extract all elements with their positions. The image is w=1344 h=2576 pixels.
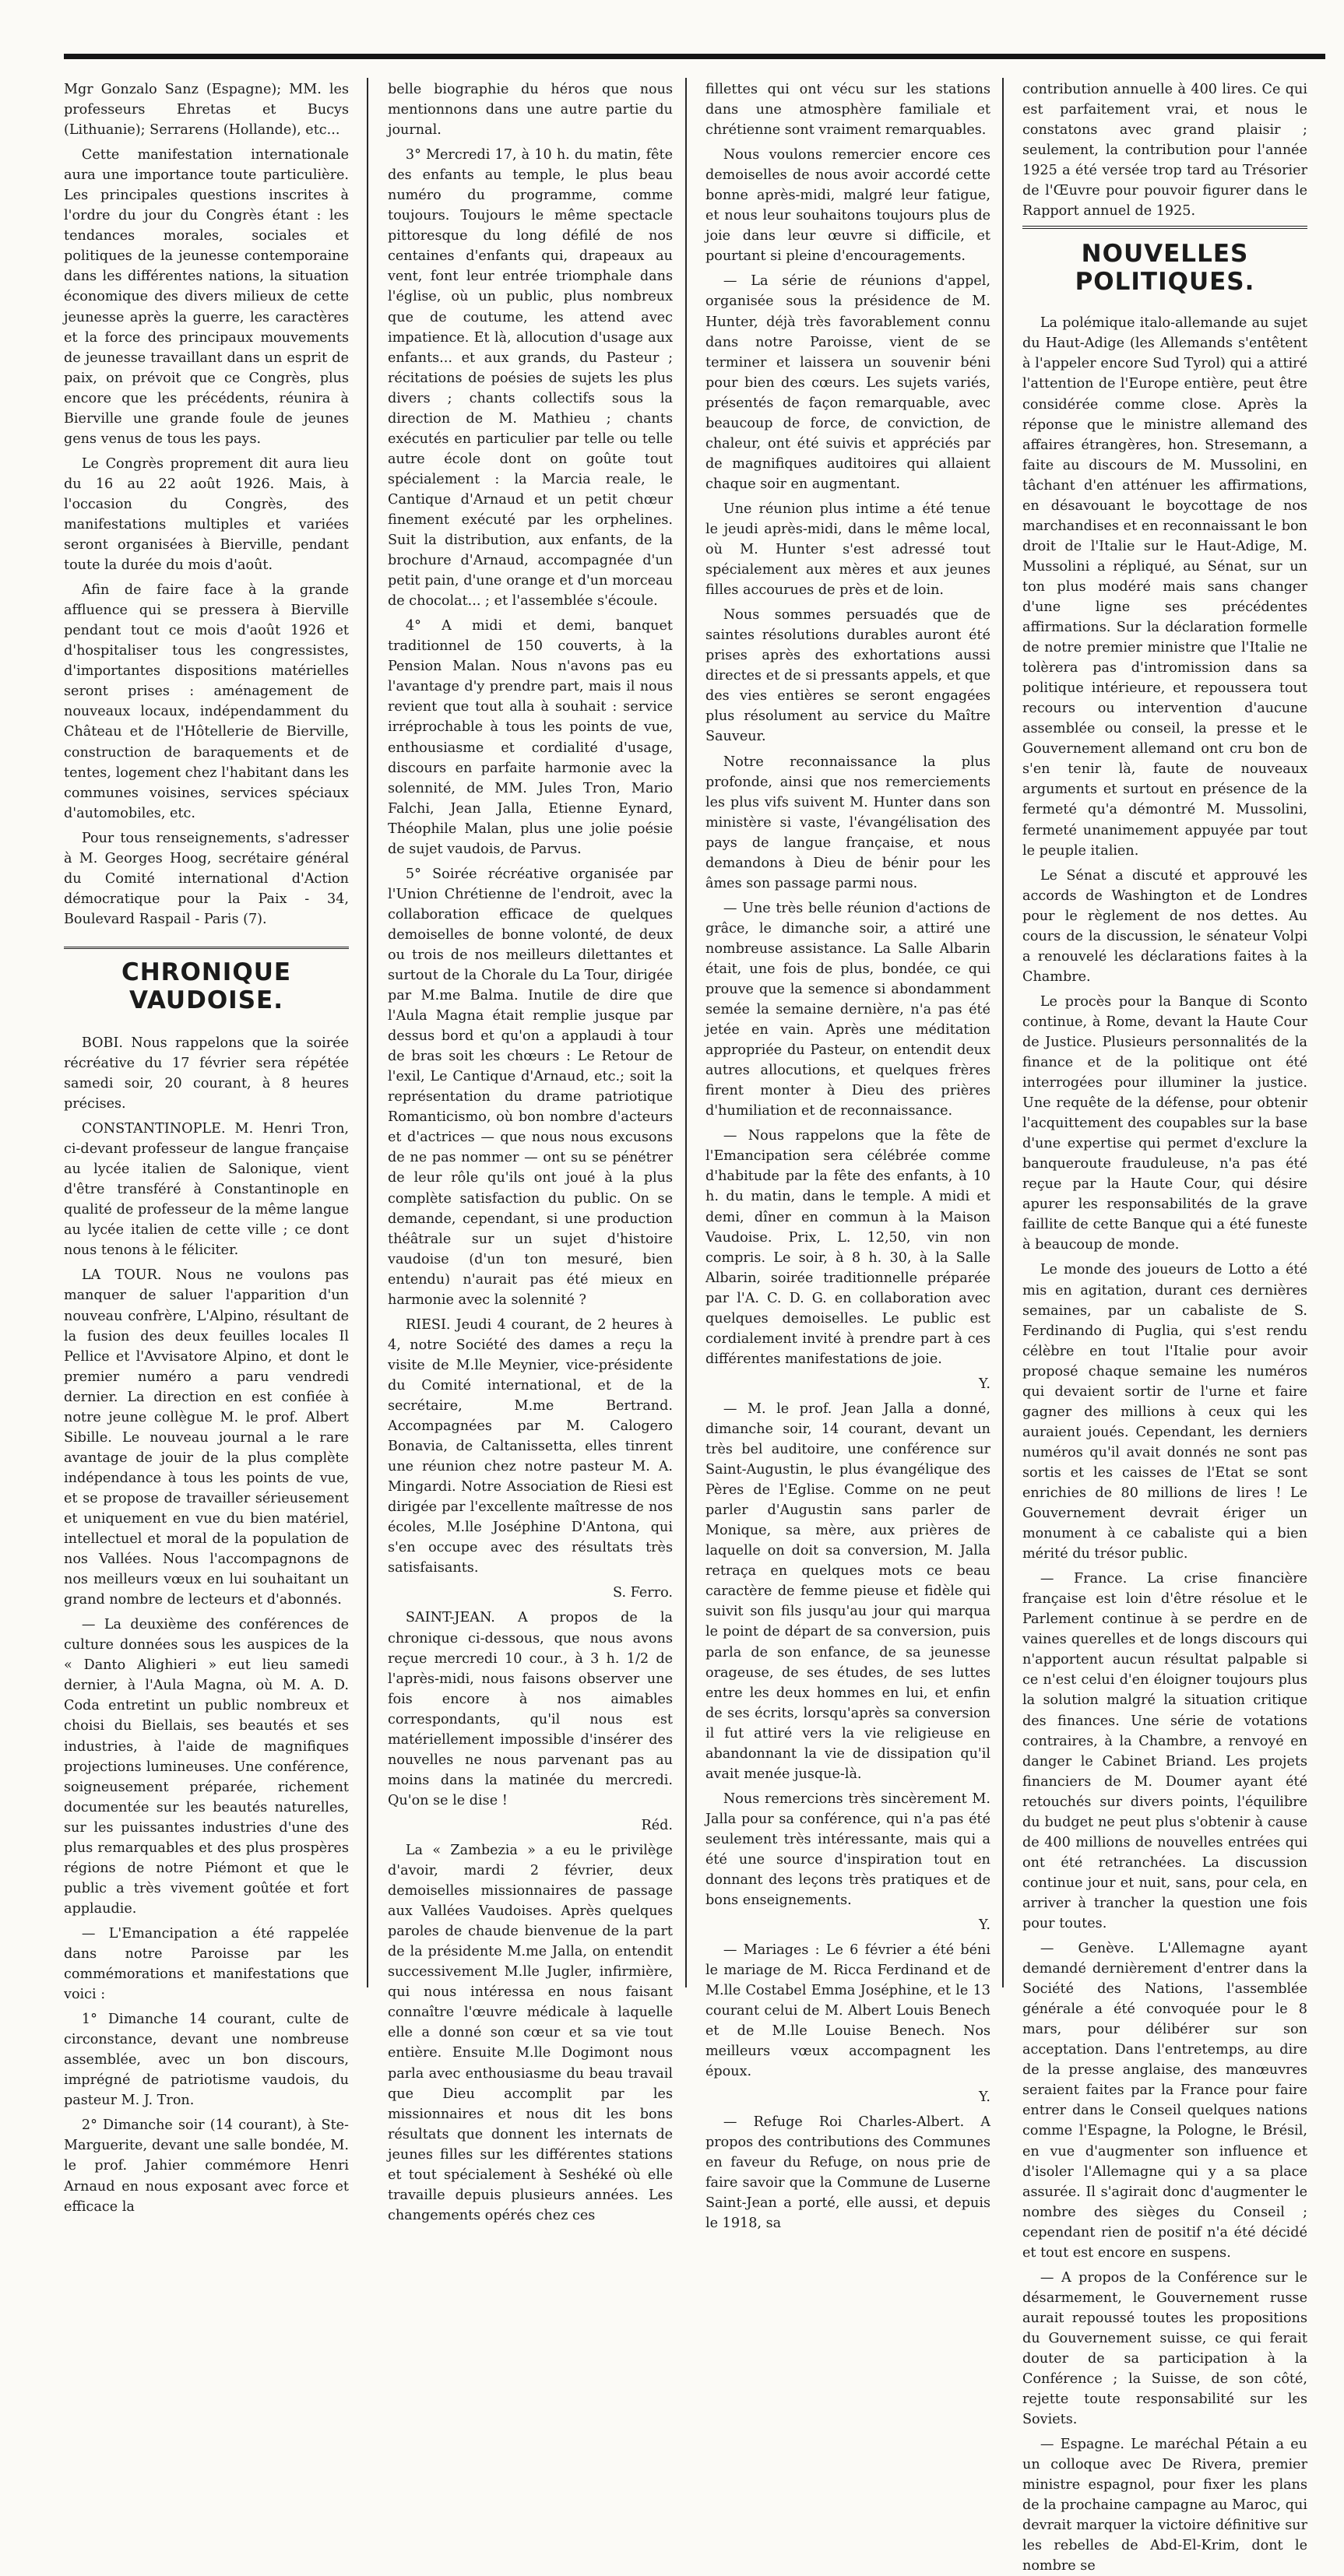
paragraph: — Une très belle réunion d'actions de grâce, le dimanche soir, a attiré une nombreuse assistance. La Salle Albarin était, une fois de plus, bondée, ce qui prouve que la semence si abondamment semée la semaine dernière, n'a pas été jetée en vain. Après une méditation appropriée du Pasteur, on entendit deux autres allocutions, et quelques frères firent monter à Dieu des prières d'humiliation et de reconnaissance. xyxy=(705,900,990,1119)
signature: S. Ferro. xyxy=(613,1585,673,1601)
paragraph: Afin de faire face à la grande affluence qui se pressera à Bierville pendant tout ce mois d'août 1926 et d'hospitaliser tous les congressistes, d'importantes dispositions matérielles seront prises : aménagement de nouveaux locaux, indépendamment du Château et de l'Hôtellerie de Bierville, construction de baraquements et de tentes, logement chez l'habitant dans les communes voisines, services spéciaux d'automobiles, etc. xyxy=(64,582,349,821)
column-2 xyxy=(388,79,673,2223)
paragraph: Nous sommes persuadés que de saintes résolutions durables auront été prises après des exhortations aussi directes et de si pressants appels, et que des vies entières se seront engagées plus résolument au service du Maître Sauveur. xyxy=(705,607,990,745)
paragraph: SAINT-JEAN. A propos de la chronique ci-dessous, que nous avons reçue mercredi 10 cour., à 3 h. 1/2 de l'après-midi, nous faisons observer une fois encore à nos aimables correspondants, qu'il nous est matériellement impossible d'insérer des nouvelles ne nous parvenant pas au moins dans la matinée du mercredi. Qu'on se le dise ! xyxy=(388,1610,673,1808)
paragraph: belle biographie du héros que nous mentionnons dans une autre partie du journal. xyxy=(388,82,673,139)
paragraph: contribution annuelle à 400 lires. Ce qui est parfaitement vrai, et nous le constatons avec grand plaisir ; seulement, la contribution pour l'année 1925 a été versée trop tard au Trésorier de l'Œuvre pour pouvoir figurer dans le Rapport annuel de 1925. xyxy=(1022,82,1307,220)
paragraph: — Mariages : Le 6 février a été béni le mariage de M. Ricca Ferdinand et de M.lle Costabel Emma Joséphine, et le 13 courant celui de M. Albert Louis Benech et de M.lle Louise Benech. Nos meilleurs vœux accompagnent les époux. xyxy=(705,1942,990,2080)
paragraph: La polémique italo-allemande au sujet du Haut-Adige (les Allemands s'entêtent à l'appeler encore Sud Tyrol) qui a attiré l'attention de l'Europe entière, peut être considérée comme close. Après la réponse que le ministre allemand des affaires étrangères, hon. Stresemann, a faite au discours de M. Mussolini, en tâchant d'en atténuer les affirmations, en désavouant le boycottage de nos marchandises et en reconnaissant le bon droit de l'Italie sur le Haut-Adige, M. Mussolini a répliqué, au Sénat, sur un ton plus modéré mais sans changer d'une ligne ses précédentes affirmations. Sur la déclaration formelle de notre premier ministre que l'Italie ne tolèrera pas d'intromission dans sa politique intérieure, et repoussera tout recours ou intervention d'aucune assemblée ou conseil, la presse et le Gouvernement allemand ont cru bon de s'en tenir là, faute de nouveaux arguments et surtout en présence de la fermeté qu'a démontré M. Mussolini, fermeté unanimement appuyée par tout le peuple italien. xyxy=(1022,315,1307,859)
column-1 xyxy=(64,79,349,2215)
column-4 xyxy=(1022,79,1307,2574)
paragraph: — Nous rappelons que la fête de l'Emancipation sera célébrée comme d'habitude par la fête des enfants, à 10 h. du matin, dans le temple. A midi et demi, dîner en commun à la Maison Vaudoise. Prix, L. 12,50, vin non compris. Le soir, à 8 h. 30, à la Salle Albarin, soirée traditionnelle préparée par l'A. C. D. G. en collaboration avec quelques demoiselles. Le public est cordialement invité à prendre part à ces différentes manifestations de joie. xyxy=(705,1128,990,1367)
paragraph: — La série de réunions d'appel, organisée sous la présidence de M. Hunter, déjà très favorablement connu dans notre Paroisse, vient de se terminer et laissera un souvenir béni pour bien des cœurs. Les sujets variés, présentés de façon remarquable, avec beaucoup de force, de conviction, de chaleur, ont été suivis et appréciés par de magnifiques auditoires qui allaient chaque soir en augmentant. xyxy=(705,273,990,492)
signature: Y. xyxy=(979,1917,990,1934)
paragraph: 1° Dimanche 14 courant, culte de circonstance, devant une nombreuse assemblée, avec un bon discours, imprégné de patriotisme vaudois, du pasteur M. J. Tron. xyxy=(64,2012,349,2109)
section-heading-nouvelles-politiques: NOUVELLES POLITIQUES. xyxy=(1022,226,1307,300)
signature: Y. xyxy=(979,2089,990,2105)
paragraph: Mgr Gonzalo Sanz (Espagne); MM. les professeurs Ehretas et Bucys (Lithuanie); Serrarens (Hollande), etc... xyxy=(64,82,349,139)
signature: Réd. xyxy=(641,1817,673,1833)
header-rule xyxy=(64,54,1325,59)
paragraph: — France. La crise financière française est loin d'être résolue et le Parlement continue à se perdre en de vaines querelles et de longs discours qui n'apportent aucun résultat palpable si ce n'est celui d'en éloigner toujours plus la solution malgré la situation critique des finances. Une série de votations contraires, à la Chambre, a renvoyé en danger le Cabinet Briand. Les projets financiers de M. Doumer ayant été retouchés sur divers points, l'équilibre du budget ne peut plus s'obtenir à cause de 400 millions de nouvelles entrées qui ont été retranchées. La discussion continue jour et nuit, sans, pour cela, en arriver à trancher la question une fois pour toutes. xyxy=(1022,1571,1307,1931)
column-separator xyxy=(367,78,368,1987)
column-separator xyxy=(685,78,687,1987)
paragraph: Le monde des joueurs de Lotto a été mis en agitation, durant ces dernières semaines, par un cabaliste de S. Ferdinando di Puglia, qui s'est rendu célèbre en tout l'Italie pour avoir proposé chaque semaine les numéros qui devaient sortir de l'urne et faire gagner des millions à ceux qui les auraient joués. Cependant, les derniers numéros qu'il avait donnés ne sont pas sortis et les caisses de l'Etat se sont enrichies de 80 millions de lires ! Le Gouvernement devrait ériger un monument à ce cabaliste qui a bien mérité du trésor public. xyxy=(1022,1262,1307,1562)
paragraph: 2° Dimanche soir (14 courant), à Ste-Marguerite, devant une salle bondée, M. le prof. Jahier commémore Henri Arnaud en nous exposant avec force et efficace la xyxy=(64,2117,349,2215)
paragraph: Pour tous renseignements, s'adresser à M. Georges Hoog, secrétaire général du Comité international d'Action démocratique pour la Paix - 34, Boulevard Raspail - Paris (7). xyxy=(64,830,349,927)
paragraph: Le Congrès proprement dit aura lieu du 16 au 22 août 1926. Mais, à l'occasion du Congrès, des manifestations multiples et variées seront organisées à Bierville, pendant toute la durée du mois d'août. xyxy=(64,455,349,574)
paragraph: — M. le prof. Jean Jalla a donné, dimanche soir, 14 courant, devant un très bel auditoire, une conférence sur Saint-Augustin, le plus évangélique des Pères de l'Eglise. Comme on ne peut parler d'Augustin sans parler de Monique, sa mère, aux prières de laquelle on doit sa conversion, M. Jalla retraça en quelques mots ce beau caractère de femme pieuse et fidèle qui suivit son fils jusqu'au jour qui marqua le point de départ de sa conversion, puis parla de son enfance, de sa jeunesse orageuse, de ses études, de ses luttes entre les deux hommes en lui, et enfin de ses écrits, lorsqu'après sa conversion il fut attiré vers la vie religieuse en abandonnant la vie de dissipation qu'il avait menée jusque-là. xyxy=(705,1400,990,1782)
paragraph: 5° Soirée récréative organisée par l'Union Chrétienne de l'endroit, avec la collaboration efficace de quelques demoiselles de bonne volonté, de deux ou trois de nos meilleurs dilettantes et surtout de la Chorale du La Tour, dirigée par M.me Balma. Inutile de dire que l'Aula Magna était remplie jusque par dessus bord et qu'on a applaudi à tour de bras soit les chœurs : Le Retour de l'exil, Le Cantique d'Arnaud, etc.; soit la représentation du drame patriotique Romanticismo, où bon nombre d'acteurs et d'actrices — que nous nous excusons de ne pas nommer — ont su se pénétrer de leur rôle qu'ils ont joué à la plus complète satisfaction du public. On se demande, cependant, si une production théâtrale sur un sujet d'histoire vaudoise (d'un ton mesuré, bien entendu) n'aurait pas été mieux en harmonie avec la solennité ? xyxy=(388,866,673,1308)
paragraph: Le Sénat a discuté et approuvé les accords de Washington et de Londres pour le règlement de nos dettes. Au cours de la discussion, le sénateur Volpi a renouvelé les déclarations faites à la Chambre. xyxy=(1022,867,1307,985)
paragraph: Nous remercions très sincèrement M. Jalla pour sa conférence, qui n'a pas été seulement très intéressante, mais qui a été une source d'inspiration tout en donnant des leçons très pratiques et de bons enseignements. xyxy=(705,1791,990,1909)
paragraph: — A propos de la Conférence sur le désarmement, le Gouvernement russe aurait repoussé toutes les propositions du Gouvernement suisse, ce qui ferait douter de sa participation à la Conférence ; la Suisse, de son côté, rejette toute responsabilité sur les Soviets. xyxy=(1022,2269,1307,2428)
paragraph: 4° A midi et demi, banquet traditionnel de 150 couverts, à la Pension Malan. Nous n'avons pas eu l'avantage d'y prendre part, mais il nous revient que tout alla à souhait : service irréprochable à tous les points de vue, enthousiasme et cordialité d'usage, discours en parfaite harmonie avec la solennité, de MM. Jules Tron, Mario Falchi, Jean Jalla, Etienne Eynard, Théophile Malan, plus une jolie poésie de sujet vaudois, de Parvus. xyxy=(388,618,673,857)
paragraph: CONSTANTINOPLE. M. Henri Tron, ci-devant professeur de langue française au lycée italien de Salonique, vient d'être transféré à Constantinople en qualité de professeur de la même langue au lycée italien de cette ville ; ce dont nous tenons à le féliciter. xyxy=(64,1121,349,1259)
paragraph: fillettes qui ont vécu sur les stations dans une atmosphère familiale et chrétienne sont vraiment remarquables. xyxy=(705,82,990,139)
paragraph: — Espagne. Le maréchal Pétain a eu un colloque avec De Rivera, premier ministre espagnol, pour fixer les plans de la prochaine campagne au Maroc, qui devrait marquer la victoire définitive sur les rebelles de Abd-El-Krim, dont le nombre se xyxy=(1022,2437,1307,2574)
paragraph: Le procès pour la Banque di Sconto continue, à Rome, devant la Haute Cour de Justice. Plusieurs personnalités de la finance et de la politique ont été interrogées pour illuminer la justice. Une requête de la défense, pour obtenir l'acquittement des coupables sur la base d'une expertise qui permet d'exclure la banqueroute frauduleuse, n'a pas été reçue par la Haute Cour, qui désire apurer les responsabilités de la grave faillite de cette Banque qui a été funeste à beaucoup de monde. xyxy=(1022,993,1307,1253)
paragraph: Une réunion plus intime a été tenue le jeudi après-midi, dans le même local, où M. Hunter s'est adressé tout spécialement aux mères et aux jeunes filles accourues de près et de loin. xyxy=(705,501,990,599)
section-heading-chronique-vaudoise: CHRONIQUE VAUDOISE. xyxy=(64,947,349,1019)
paragraph: — L'Emancipation a été rappelée dans notre Paroisse par les commémorations et manifestations que voici : xyxy=(64,1925,349,2003)
paragraph: La « Zambezia » a eu le privilège d'avoir, mardi 2 février, deux demoiselles missionnaires de passage aux Vallées Vaudoises. Après quelques paroles de chaude bienvenue de la part de la présidente M.me Jalla, on entendit successivement M.lle Jugler, infirmière, qui nous intéressa en nous faisant connaître l'œuvre médicale à laquelle elle a donné son cœur et sa vie tout entière. Ensuite M.lle Dogimont nous parla avec enthousiasme du beau travail que Dieu accomplit par les missionnaires et nous dit les bons résultats que donnent les internats de jeunes filles sur les différentes stations et tout spécialement à Seshéké où elle travaille depuis plusieurs années. Les changements opérés chez ces xyxy=(388,1842,673,2223)
paragraph: RIESI. Jeudi 4 courant, de 2 heures à 4, notre Société des dames a reçu la visite de M.lle Meynier, vice-présidente du Comité international, et de la secrétaire, M.me Bertrand. Accompagnées par M. Calogero Bonavia, de Caltanissetta, elles tinrent une réunion chez notre pasteur M. A. Mingardi. Notre Association de Riesi est dirigée par l'excellente maîtresse de nos écoles, M.lle Joséphine D'Antona, qui s'en occupe avec des résultats très satisfaisants. xyxy=(388,1316,673,1576)
paragraph: LA TOUR. Nous ne voulons pas manquer de saluer l'apparition d'un nouveau confrère, L'Alpino, résultant de la fusion des deux feuilles locales Il Pellice et l'Avvisatore Alpino, et dont le premier numéro a paru vendredi dernier. La direction en est confiée à notre jeune collègue M. le prof. Albert Sibille. Le nouveau journal a le rare avantage de jouir de la plus complète indépendance à tous les points de vue, et se propose de travailler sérieusement et uniquement en vue du bien matériel, intellectuel et moral de la population de nos Vallées. Nous l'accompagnons de nos meilleurs vœux en lui souhaitant un grand nombre de lecteurs et d'abonnés. xyxy=(64,1267,349,1608)
paragraph: — Genève. L'Allemagne ayant demandé dernièrement d'entrer dans la Société des Nations, l'assemblée générale a été convoquée pour le 8 mars, pour délibérer sur son acceptation. Dans l'entretemps, au dire de la presse anglaise, des manœuvres seraient faites par la France pour faire entrer dans le Conseil quelques nations comme l'Espagne, la Pologne, le Brésil, en vue d'augmenter son influence et d'isoler l'Allemagne qui y a sa place assurée. Il s'agirait donc d'augmenter le nombre des sièges du Conseil ; cependant rien de positif n'a été décidé et tout est encore en suspens. xyxy=(1022,1941,1307,2261)
paragraph: Nous voulons remercier encore ces demoiselles de nous avoir accordé cette bonne après-midi, malgré leur fatigue, et nous leur souhaitons toujours plus de joie dans leur œuvre si difficile, et pourtant si pleine d'encouragements. xyxy=(705,147,990,265)
signature: Y. xyxy=(979,1376,990,1392)
paragraph: 3° Mercredi 17, à 10 h. du matin, fête des enfants au temple, le plus beau numéro du programme, comme toujours. Toujours le même spectacle pittoresque du long défilé de nos centaines d'enfants qui, drapeaux au vent, font leur entrée triomphale dans l'église, où un public, plus nombreux que de coutume, les attend avec impatience. Et là, allocution d'usage aux enfants... et aux grands, du Pasteur ; récitations de poésies de sujets les plus divers ; chants collectifs sous la direction de M. Mathieu ; chants exécutés en particulier par telle ou telle autre école dont on goûte tout spécialement : la Marcia reale, le Cantique d'Arnaud et un petit chœur finement exécuté par les orphelines. Suit la distribution, aux enfants, de la brochure d'Arnaud, accompagnée d'un petit pain, d'une orange et d'un morceau de chocolat... ; et l'assemblée s'écoule. xyxy=(388,147,673,610)
column-3 xyxy=(705,79,990,2231)
paragraph: Notre reconnaissance la plus profonde, ainsi que nos remerciements les plus vifs suivent M. Hunter dans son ministère si vaste, l'évangélisation des pays de langue française, et nous demandons à Dieu de bénir pour les âmes son passage parmi nous. xyxy=(705,754,990,891)
paragraph: — La deuxième des conférences de culture données sous les auspices de la « Danto Alighieri » eut lieu samedi dernier, à l'Aula Magna, où M. A. D. Coda entretint un public nombreux et choisi du Biellais, ses beautés et ses industries, à l'aide de magnifiques projections lumineuses. Une conférence, soigneusement préparée, richement documentée sur les beautés naturelles, sur les puissantes industries d'une des plus remarquables et des plus prospères régions de notre Piémont et que le public a très vivement goûtée et fort applaudie. xyxy=(64,1617,349,1917)
column-separator xyxy=(1002,78,1004,1987)
paragraph: BOBI. Nous rappelons que la soirée récréative du 17 février sera répétée samedi soir, 20 courant, à 8 heures précises. xyxy=(64,1035,349,1112)
paragraph: Cette manifestation internationale aura une importance toute particulière. Les principales questions inscrites à l'ordre du jour du Congrès étant : les tendances morales, sociales et politiques de la jeunesse contemporaine dans les différentes nations, la situation économique des divers milieux de cette jeunesse après la guerre, les caractères et la force des principaux mouvements de jeunesse travaillant dans un esprit de paix, on prévoit que ce Congrès, plus encore que les précédents, réunira à Bierville une grande foule de jeunes gens venus de tous les pays. xyxy=(64,147,349,447)
paragraph: — Refuge Roi Charles-Albert. A propos des contributions des Communes en faveur du Refuge, on nous prie de faire savoir que la Commune de Luserne Saint-Jean a porté, elle aussi, et depuis le 1918, sa xyxy=(705,2114,990,2231)
